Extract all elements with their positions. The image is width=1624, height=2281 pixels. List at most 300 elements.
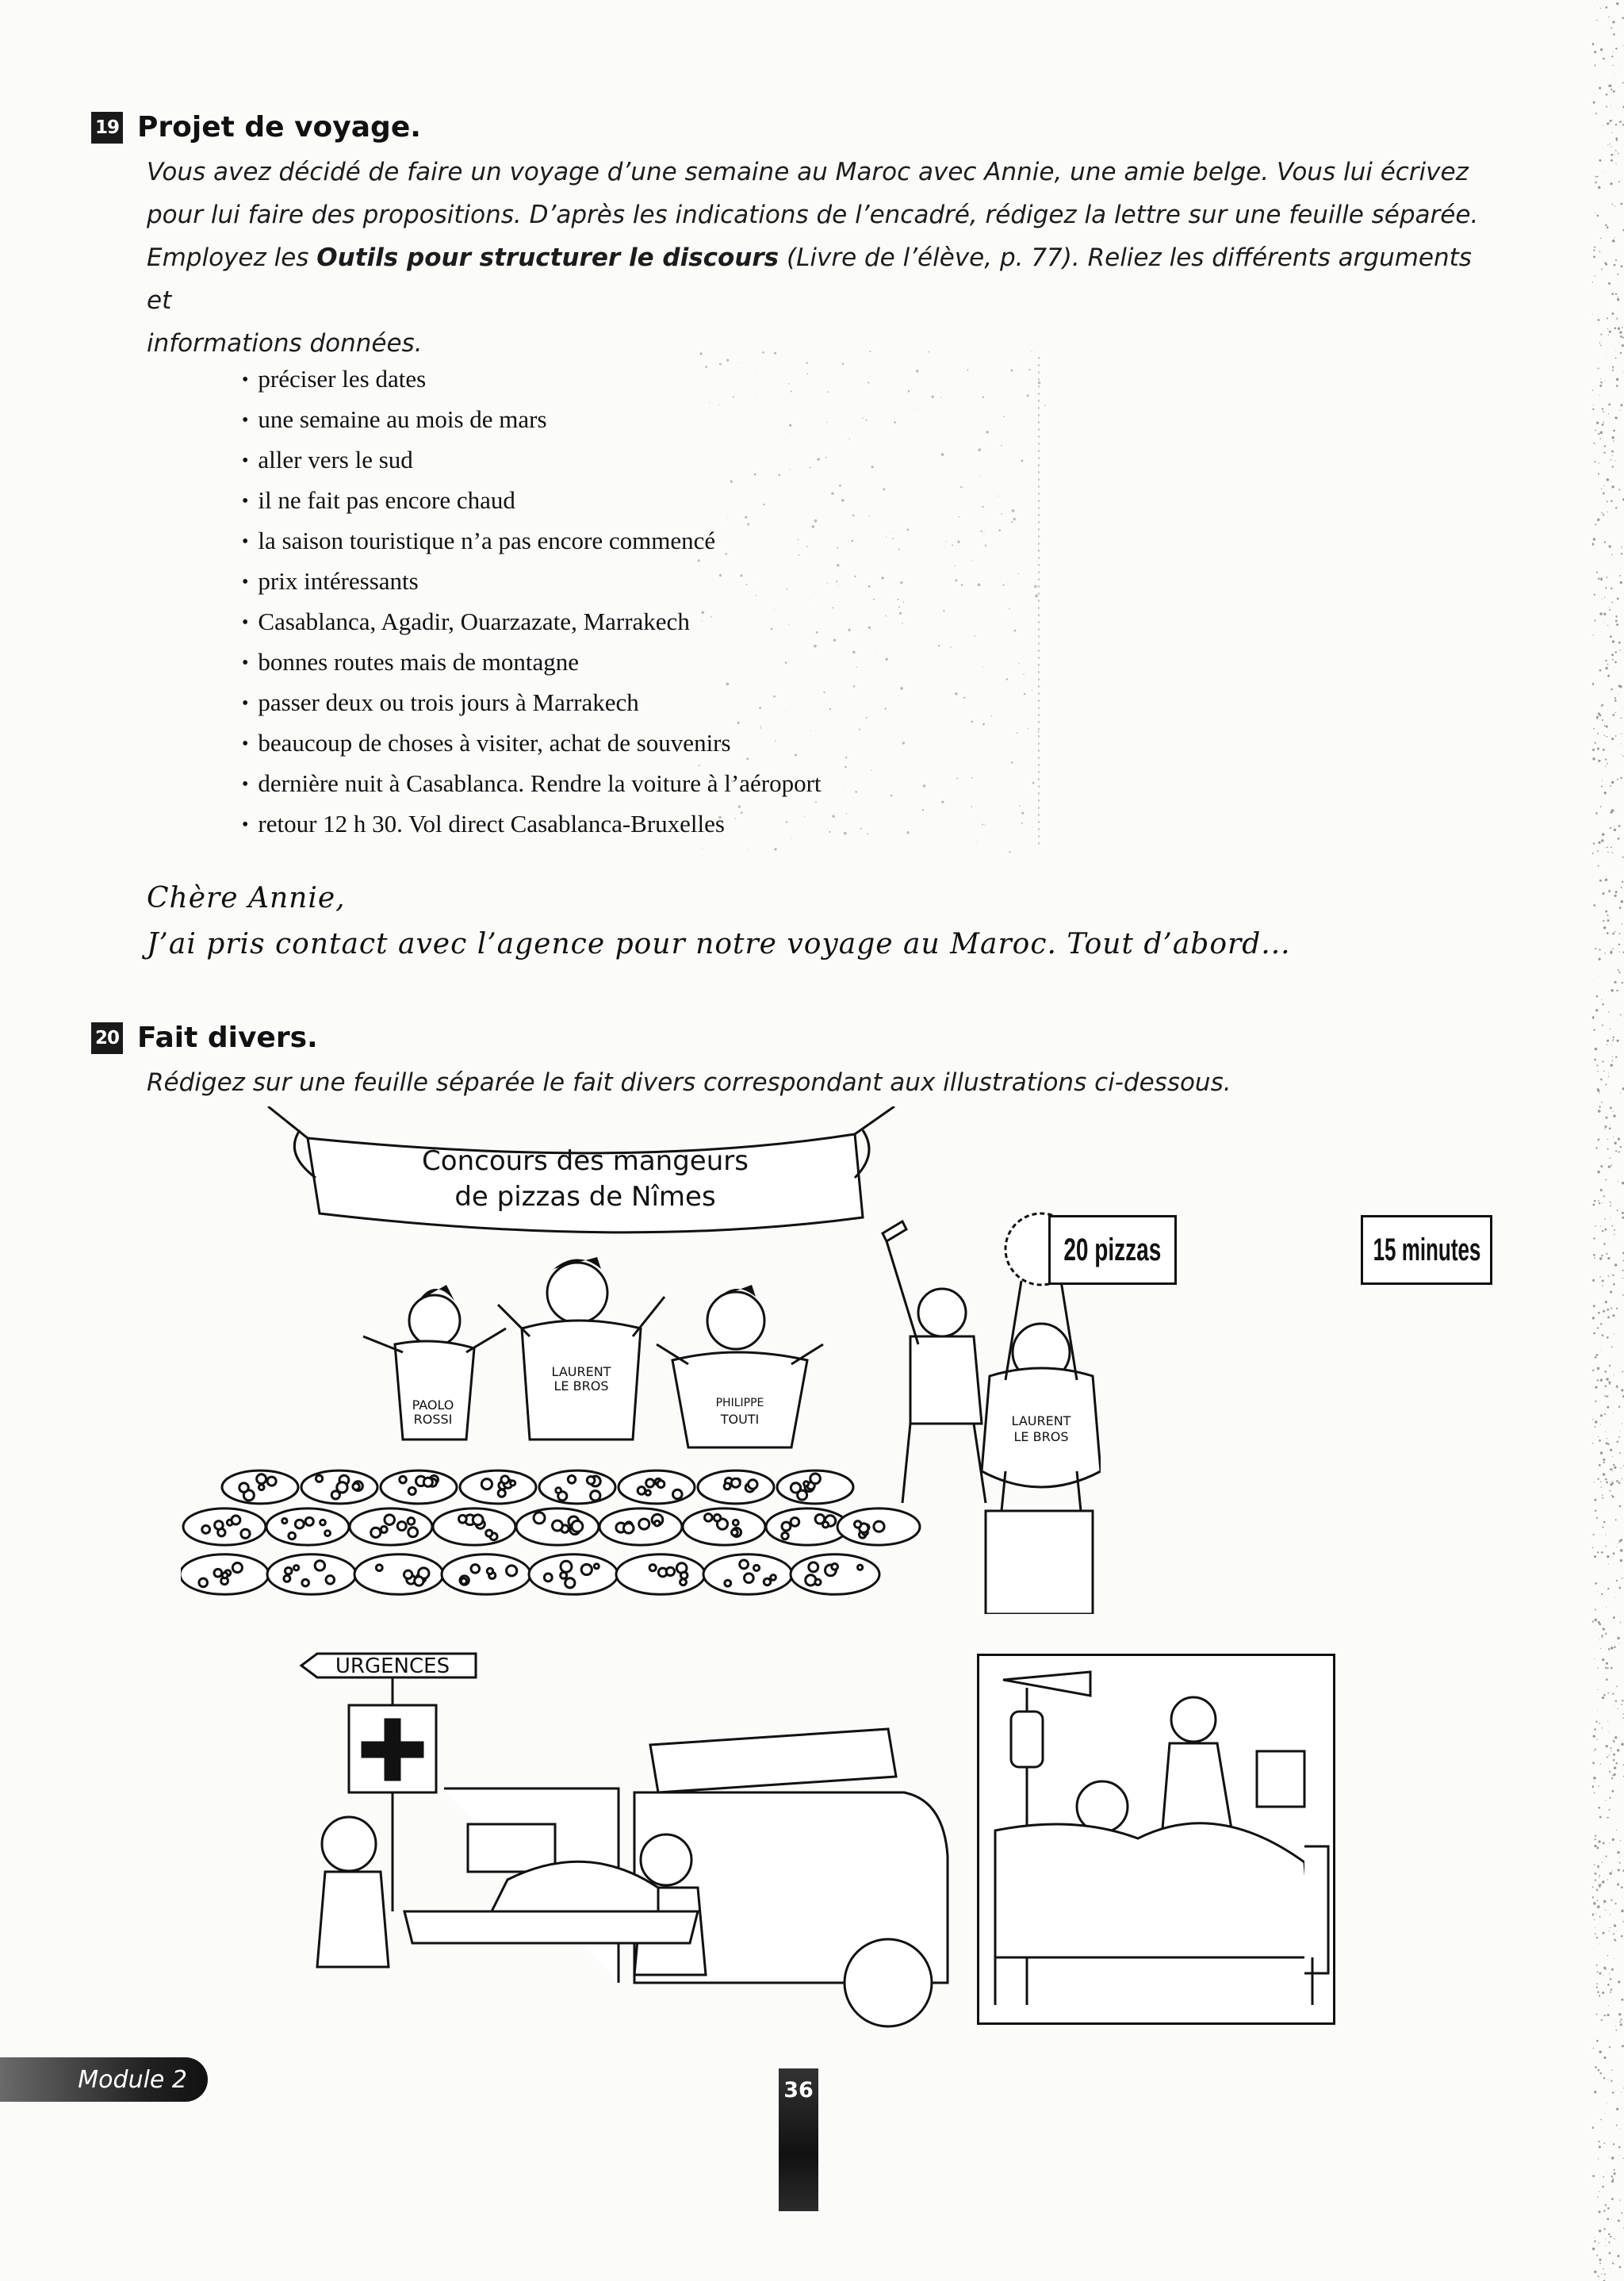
pizza-topping <box>241 1529 250 1538</box>
pizza-topping <box>534 1512 545 1524</box>
speck <box>1596 763 1597 764</box>
speck <box>1607 1406 1609 1409</box>
speck <box>1619 152 1620 153</box>
speck <box>1607 2207 1610 2210</box>
speck <box>1620 1146 1622 1148</box>
speck <box>1613 1933 1614 1934</box>
speck <box>1595 1913 1596 1914</box>
speck <box>1614 981 1616 983</box>
speck <box>1607 144 1608 145</box>
speck <box>1592 2126 1594 2129</box>
speck <box>1603 2142 1605 2144</box>
speck <box>1609 607 1610 608</box>
speck <box>1599 2145 1601 2148</box>
speck <box>1593 1254 1595 1256</box>
speck <box>1618 1405 1620 1407</box>
speck <box>1598 433 1599 435</box>
speck <box>1621 1389 1623 1391</box>
speck <box>1615 259 1617 261</box>
speck <box>1597 733 1599 734</box>
speck <box>1605 847 1606 848</box>
speck <box>1605 224 1607 227</box>
speck <box>1616 385 1618 387</box>
speck <box>1599 2050 1602 2053</box>
speck <box>1612 2091 1614 2094</box>
speck <box>1592 1534 1594 1535</box>
pizza-topping <box>544 1574 552 1581</box>
speck <box>1610 2236 1611 2237</box>
speck <box>1608 282 1611 285</box>
speck <box>1598 324 1599 325</box>
pizza-topping <box>639 1519 649 1529</box>
speck <box>1611 2198 1614 2200</box>
speck <box>1617 597 1619 600</box>
speck <box>1619 650 1621 651</box>
speck <box>1619 2199 1620 2200</box>
speck <box>1592 1913 1594 1915</box>
speck <box>1595 812 1598 815</box>
speck <box>1615 712 1616 713</box>
speck <box>1598 1785 1599 1786</box>
speck <box>1601 2019 1603 2021</box>
speck <box>1599 1885 1601 1888</box>
speck <box>1611 1647 1613 1649</box>
speck <box>1621 1704 1622 1705</box>
speck <box>1599 2229 1601 2232</box>
speck <box>1598 760 1600 762</box>
pizza <box>266 1509 349 1545</box>
speck <box>1603 2228 1605 2229</box>
speck <box>1592 853 1594 854</box>
speck <box>1614 1924 1616 1926</box>
speck <box>1620 900 1623 903</box>
speck <box>1613 33 1615 36</box>
speck <box>1611 1900 1612 1901</box>
speck <box>1598 577 1600 580</box>
speck <box>1593 2048 1594 2049</box>
speck <box>869 351 871 352</box>
speck <box>1614 154 1615 155</box>
speck <box>1618 328 1620 330</box>
winner-shirt-text: LE BROS <box>1013 1429 1069 1444</box>
sign-20-pizzas: 20 pizzas <box>1048 1215 1177 1285</box>
speck <box>1619 2266 1622 2268</box>
pizza-topping <box>809 1562 818 1572</box>
speck <box>1608 2241 1610 2243</box>
speck <box>1605 1910 1606 1911</box>
speck <box>1618 972 1620 973</box>
speck <box>1596 1064 1598 1066</box>
speck <box>1606 94 1608 96</box>
pizza-topping <box>724 1483 730 1489</box>
speck <box>1611 89 1612 90</box>
speck <box>1611 2069 1613 2071</box>
speck <box>1596 1055 1597 1056</box>
speck <box>1592 1621 1594 1623</box>
speck <box>1599 1106 1600 1107</box>
speck <box>1603 1310 1605 1313</box>
speck <box>1611 1777 1613 1779</box>
speck <box>1593 634 1594 635</box>
speck <box>1615 1150 1617 1152</box>
speck <box>1611 2080 1612 2082</box>
speck <box>1619 1505 1622 1508</box>
speck <box>1614 206 1615 207</box>
speck <box>1607 763 1608 765</box>
speck <box>1599 2072 1602 2075</box>
speck <box>1592 1370 1594 1371</box>
speck <box>1620 404 1622 406</box>
speck <box>1599 1972 1601 1975</box>
instruction-line: informations données. <box>147 329 423 358</box>
speck <box>1601 512 1603 514</box>
speck <box>1596 2040 1599 2042</box>
pizza-topping <box>284 1575 290 1581</box>
speck <box>1620 777 1622 780</box>
speck <box>1606 1482 1608 1484</box>
speck <box>1611 2176 1613 2177</box>
speck <box>1616 139 1618 140</box>
scan-edge-noise <box>1592 0 1624 2281</box>
speck <box>1592 542 1594 545</box>
speck <box>1620 335 1622 338</box>
speck <box>1619 1862 1621 1864</box>
speck <box>1609 1127 1611 1129</box>
speck <box>1599 395 1600 396</box>
speck <box>1594 1781 1595 1782</box>
speck <box>1603 623 1604 624</box>
speck <box>1605 1855 1607 1857</box>
speck <box>1611 989 1614 992</box>
speck <box>1614 74 1615 75</box>
speck <box>1046 539 1047 540</box>
pizza-topping <box>572 1521 583 1532</box>
speck <box>1612 933 1614 935</box>
page-number: 36 <box>779 2068 818 2211</box>
speck <box>1613 1759 1615 1762</box>
speck <box>1600 1323 1602 1325</box>
speck <box>1598 2210 1600 2213</box>
speck <box>1595 1225 1596 1227</box>
speck <box>1622 652 1623 653</box>
speck <box>1621 2212 1622 2214</box>
pizza-topping <box>858 1565 863 1570</box>
speck <box>1614 1939 1615 1941</box>
speck <box>1606 1420 1607 1421</box>
pizza-topping <box>673 1489 683 1499</box>
pizza-topping <box>385 1515 395 1525</box>
speck <box>1608 1755 1609 1756</box>
indications-list <box>242 358 1043 844</box>
speck <box>1596 20 1597 21</box>
speck <box>1599 86 1601 89</box>
list-item: • aller vers le sud <box>242 439 1043 480</box>
speck <box>1597 1327 1599 1328</box>
speck <box>1593 1029 1595 1031</box>
speck <box>1617 1749 1619 1751</box>
speck <box>1618 181 1620 182</box>
speck <box>1614 697 1616 699</box>
speck <box>1616 1385 1617 1386</box>
speck <box>1600 1225 1601 1226</box>
speck <box>1598 1866 1599 1867</box>
speck <box>1594 2091 1596 2093</box>
speck <box>1607 675 1610 677</box>
speck <box>1615 124 1617 125</box>
speck <box>1615 48 1618 50</box>
speck <box>1618 1869 1620 1871</box>
speck <box>1616 1019 1617 1020</box>
speck <box>1607 1757 1608 1758</box>
speck <box>1617 1637 1619 1639</box>
speck <box>1604 1125 1607 1128</box>
pizza-topping <box>591 1491 600 1501</box>
speck <box>1599 1440 1601 1442</box>
speck <box>1595 1873 1597 1875</box>
speck <box>1604 1395 1606 1397</box>
speck <box>1595 742 1596 743</box>
speck <box>1607 1984 1610 1986</box>
speck <box>1619 1857 1620 1858</box>
speck <box>1616 378 1618 381</box>
speck <box>1598 319 1600 321</box>
speck <box>1601 785 1603 787</box>
speck <box>1601 999 1602 1000</box>
speck <box>1594 459 1595 460</box>
speck <box>1600 1451 1603 1455</box>
speck <box>1594 1426 1595 1428</box>
speck <box>1605 587 1607 588</box>
speck <box>1606 1800 1607 1801</box>
speck <box>1593 443 1595 444</box>
speck <box>1606 725 1608 727</box>
speck <box>1592 408 1594 410</box>
speck <box>1609 609 1611 611</box>
speck <box>1593 1777 1596 1780</box>
speck <box>1604 792 1607 794</box>
speck <box>1614 829 1616 831</box>
pizza-topping <box>791 1483 800 1493</box>
speck <box>1612 1838 1614 1841</box>
speck <box>1616 2125 1618 2126</box>
speck <box>1592 1785 1594 1788</box>
speck <box>1611 846 1612 848</box>
speck <box>1600 378 1601 379</box>
speck <box>1612 1314 1614 1317</box>
speck <box>1603 1243 1606 1245</box>
speck <box>1614 1263 1617 1266</box>
speck <box>1607 1693 1609 1694</box>
speck <box>1602 1280 1604 1282</box>
speck <box>1612 120 1613 121</box>
speck <box>1592 1443 1593 1444</box>
speck <box>1594 1257 1595 1259</box>
pizza-topping <box>623 1524 634 1534</box>
speck <box>1618 489 1620 490</box>
speck <box>1611 1307 1612 1309</box>
speck <box>1611 56 1613 57</box>
speck <box>1601 1593 1603 1595</box>
speck <box>1597 1171 1600 1174</box>
speck <box>1595 1729 1596 1730</box>
speck <box>1612 1275 1614 1276</box>
speck <box>1605 1546 1607 1547</box>
pizza-topping <box>561 1561 572 1572</box>
speck <box>1597 1711 1598 1712</box>
pizza-topping <box>473 1515 483 1525</box>
speck <box>1613 1616 1615 1619</box>
speck <box>1595 1608 1596 1610</box>
speck <box>1603 2176 1604 2178</box>
speck <box>1593 255 1595 258</box>
speck <box>1605 2204 1607 2206</box>
speck <box>1595 1749 1596 1750</box>
speck <box>1600 1414 1603 1417</box>
speck <box>1605 758 1607 760</box>
speck <box>1620 1014 1622 1015</box>
speck <box>1604 2274 1606 2275</box>
speck <box>1599 880 1602 882</box>
speck <box>1600 345 1602 347</box>
speck <box>1606 1988 1607 1989</box>
speck <box>1602 1081 1603 1082</box>
exercise-number-badge: 19 <box>91 112 123 144</box>
speck <box>1606 2245 1607 2246</box>
speck <box>1620 581 1622 584</box>
pizza <box>267 1555 356 1595</box>
speck <box>1621 1935 1623 1938</box>
speck <box>1609 545 1611 547</box>
speck <box>1612 659 1614 661</box>
speck <box>1612 240 1615 243</box>
list-item: • la saison touristique n’a pas encore commencé <box>242 520 1043 561</box>
speck <box>1622 881 1623 883</box>
speck <box>1610 917 1611 918</box>
list-item: • beaucoup de choses à visiter, achat de souvenirs <box>242 723 1043 763</box>
speck <box>1605 1633 1607 1635</box>
speck <box>1606 199 1607 200</box>
pizza-topping <box>408 1518 415 1525</box>
speck <box>1593 538 1595 540</box>
speck <box>1602 408 1603 409</box>
speck <box>1603 1967 1606 1969</box>
speck <box>1615 2025 1616 2026</box>
speck <box>1602 1202 1603 1203</box>
speck <box>1603 1932 1605 1934</box>
speck <box>1605 660 1607 661</box>
speck <box>1617 1851 1619 1854</box>
pizza-topping <box>295 1520 304 1528</box>
speck <box>1598 2141 1599 2142</box>
pizza-topping <box>302 1579 309 1586</box>
speck <box>1615 293 1617 294</box>
speck <box>1600 1764 1601 1765</box>
pizza-topping <box>381 1527 387 1533</box>
speck <box>1615 735 1617 737</box>
speck <box>1597 1089 1599 1091</box>
speck <box>1595 113 1597 114</box>
speck <box>1605 1083 1607 1085</box>
speck <box>1597 1551 1599 1553</box>
speck <box>1617 779 1618 780</box>
speck <box>1608 413 1609 414</box>
speck <box>1610 1291 1612 1294</box>
pizza-topping <box>199 1578 208 1587</box>
pizza-topping <box>353 1483 359 1489</box>
speck <box>1602 892 1604 895</box>
speck <box>1597 1592 1598 1593</box>
speck <box>1607 1040 1609 1042</box>
speck <box>1602 424 1604 426</box>
speck <box>1614 895 1617 897</box>
pizza-topping <box>498 1489 505 1497</box>
speck <box>1613 1740 1615 1742</box>
speck <box>1602 1497 1603 1499</box>
speck <box>1611 688 1612 690</box>
speck <box>1609 331 1611 333</box>
speck <box>1603 411 1604 412</box>
speck <box>1613 1754 1615 1756</box>
pizza-topping <box>239 1483 249 1493</box>
pizza-topping <box>680 1572 688 1579</box>
exercise-20-instruction: Rédigez sur une feuille séparée le fait divers correspondant aux illustrations ci-dessous. <box>147 1068 1231 1097</box>
speck <box>1608 1011 1610 1013</box>
list-item: • passer deux ou trois jours à Marrakech <box>242 682 1043 723</box>
speck <box>1603 613 1606 615</box>
speck <box>1609 1973 1610 1974</box>
speck <box>1622 1700 1623 1701</box>
speck <box>1611 500 1613 503</box>
speck <box>1603 493 1605 495</box>
speck <box>1592 314 1593 315</box>
speck <box>1595 176 1596 178</box>
pizza-topping <box>232 1563 242 1573</box>
letter-greeting: Chère Annie, <box>147 882 346 914</box>
pizza-topping <box>404 1570 412 1578</box>
speck <box>1592 389 1593 391</box>
speck <box>1611 436 1614 439</box>
module-tab: Module 2 <box>0 2057 208 2102</box>
speck <box>1592 2248 1595 2251</box>
speck <box>1592 757 1595 761</box>
speck <box>1599 2259 1601 2261</box>
speck <box>1600 1486 1601 1487</box>
speck <box>1612 370 1614 371</box>
speck <box>1615 615 1617 617</box>
speck <box>1606 105 1607 107</box>
pizza-topping <box>804 1482 809 1486</box>
speck <box>1613 367 1614 368</box>
speck <box>1611 2156 1614 2160</box>
speck <box>1616 1930 1617 1931</box>
speck <box>1598 1110 1601 1113</box>
speck <box>1615 1056 1617 1058</box>
speck <box>1607 1879 1608 1880</box>
speck <box>1608 1165 1611 1167</box>
speck <box>1599 1623 1601 1625</box>
speck <box>1614 1736 1617 1739</box>
speck <box>1596 572 1598 573</box>
list-item: • prix intéressants <box>242 561 1043 601</box>
speck <box>1607 122 1609 125</box>
speck <box>1612 1870 1613 1871</box>
speck <box>1616 1830 1617 1831</box>
speck <box>1604 725 1606 726</box>
speck <box>1610 827 1611 829</box>
speck <box>1619 2021 1621 2022</box>
speck <box>1604 1218 1606 1220</box>
speck <box>1598 473 1599 474</box>
